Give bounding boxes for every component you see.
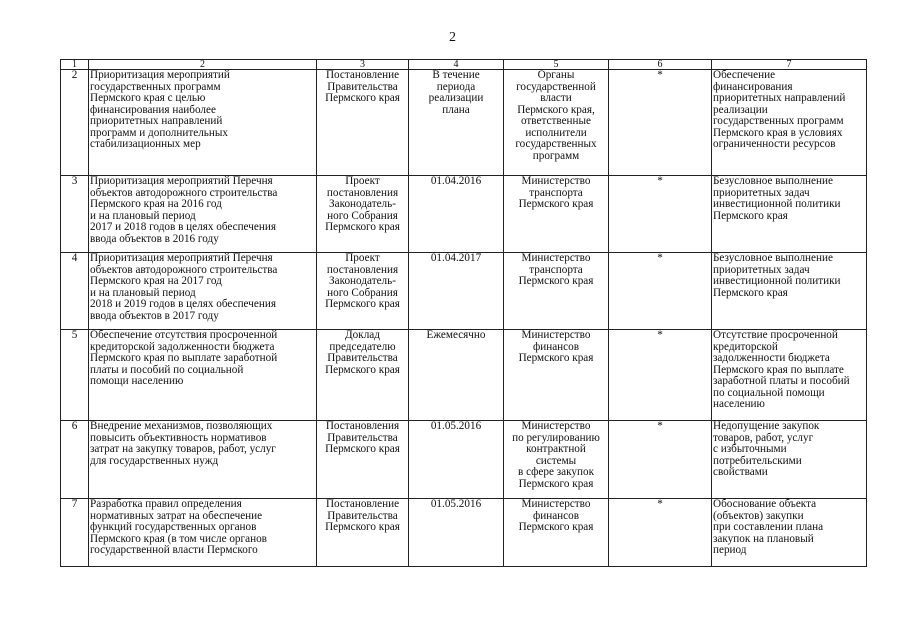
table-row bbox=[61, 330, 867, 421]
deadline-cell: В течение периода реализации плана bbox=[409, 70, 504, 176]
measures-table bbox=[60, 59, 867, 567]
deadline-cell: 01.05.2016 bbox=[409, 499, 504, 567]
table-row bbox=[61, 499, 867, 567]
effect-cell: * bbox=[609, 70, 712, 176]
document-cell: Проект постановления Законодатель- ного Собрания Пермского края bbox=[317, 176, 409, 253]
result-cell: Обоснование объекта (объектов) закупки при составлении плана закупок на плановый период bbox=[712, 499, 867, 567]
result-cell: Обеспечение финансирования приоритетных направлений реализации государственных программ Пермского края в условиях ограниченности ресурсов bbox=[712, 70, 867, 176]
header-cell: 4 bbox=[409, 60, 504, 70]
result-cell: Безусловное выполнение приоритетных задач инвестиционной политики Пермского края bbox=[712, 176, 867, 253]
measure-cell: Внедрение механизмов, позволяющих повысить объективность нормативов затрат на закупку товаров, работ, услуг для государственных нужд bbox=[89, 421, 317, 499]
row-number: 5 bbox=[61, 330, 89, 421]
measure-cell: Приоритизация мероприятий Перечня объектов автодорожного строительства Пермского края на 2017 год и на плановый период 2018 и 2019 годов в целях обеспечения ввода объектов в 2017 году bbox=[89, 253, 317, 330]
deadline-cell: 01.05.2016 bbox=[409, 421, 504, 499]
effect-cell: * bbox=[609, 421, 712, 499]
deadline-cell: Ежемесячно bbox=[409, 330, 504, 421]
header-cell: 2 bbox=[89, 60, 317, 70]
deadline-cell: 01.04.2017 bbox=[409, 253, 504, 330]
measure-cell: Обеспечение отсутствия просроченной кредиторской задолженности бюджета Пермского края по выплате заработной платы и пособий по социальной помощи населению bbox=[89, 330, 317, 421]
row-number: 4 bbox=[61, 253, 89, 330]
header-cell: 1 bbox=[61, 60, 89, 70]
effect-cell: * bbox=[609, 253, 712, 330]
document-cell: Постановление Правительства Пермского края bbox=[317, 70, 409, 176]
table-row bbox=[61, 70, 867, 176]
measure-cell: Приоритизация мероприятий государственных программ Пермского края с целью финансирования наиболее приоритетных направлений программ и дополнительных стабилизационных мер bbox=[89, 70, 317, 176]
executor-cell: Органы государственной власти Пермского края, ответственные исполнители государственных программ bbox=[504, 70, 609, 176]
effect-cell: * bbox=[609, 176, 712, 253]
row-number: 6 bbox=[61, 421, 89, 499]
table-row bbox=[61, 253, 867, 330]
executor-cell: Министерство финансов Пермского края bbox=[504, 499, 609, 567]
header-cell: 5 bbox=[504, 60, 609, 70]
document-cell: Доклад председателю Правительства Пермского края bbox=[317, 330, 409, 421]
row-number: 2 bbox=[61, 70, 89, 176]
page-number: 2 bbox=[449, 30, 456, 45]
header-cell: 6 bbox=[609, 60, 712, 70]
effect-cell: * bbox=[609, 499, 712, 567]
table-row bbox=[61, 176, 867, 253]
table-header-row bbox=[61, 60, 867, 70]
header-cell: 3 bbox=[317, 60, 409, 70]
result-cell: Недопущение закупок товаров, работ, услуг с избыточными потребительскими свойствами bbox=[712, 421, 867, 499]
document-cell: Постановление Правительства Пермского края bbox=[317, 499, 409, 567]
measure-cell: Разработка правил определения нормативных затрат на обеспечение функций государственных органов Пермского края (в том числе органов государственной власти Пермского bbox=[89, 499, 317, 567]
measure-cell: Приоритизация мероприятий Перечня объектов автодорожного строительства Пермского края на 2016 год и на плановый период 2017 и 2018 годов в целях обеспечения ввода объектов в 2016 году bbox=[89, 176, 317, 253]
result-cell: Отсутствие просроченной кредиторской задолженности бюджета Пермского края по выплате заработной платы и пособий по социальной помощи населению bbox=[712, 330, 867, 421]
executor-cell: Министерство финансов Пермского края bbox=[504, 330, 609, 421]
executor-cell: Министерство по регулированию контрактной системы в сфере закупок Пермского края bbox=[504, 421, 609, 499]
deadline-cell: 01.04.2016 bbox=[409, 176, 504, 253]
effect-cell: * bbox=[609, 330, 712, 421]
row-number: 7 bbox=[61, 499, 89, 567]
executor-cell: Министерство транспорта Пермского края bbox=[504, 176, 609, 253]
document-cell: Проект постановления Законодатель- ного Собрания Пермского края bbox=[317, 253, 409, 330]
document-cell: Постановления Правительства Пермского края bbox=[317, 421, 409, 499]
table-row bbox=[61, 421, 867, 499]
row-number: 3 bbox=[61, 176, 89, 253]
result-cell: Безусловное выполнение приоритетных задач инвестиционной политики Пермского края bbox=[712, 253, 867, 330]
executor-cell: Министерство транспорта Пермского края bbox=[504, 253, 609, 330]
header-cell: 7 bbox=[712, 60, 867, 70]
